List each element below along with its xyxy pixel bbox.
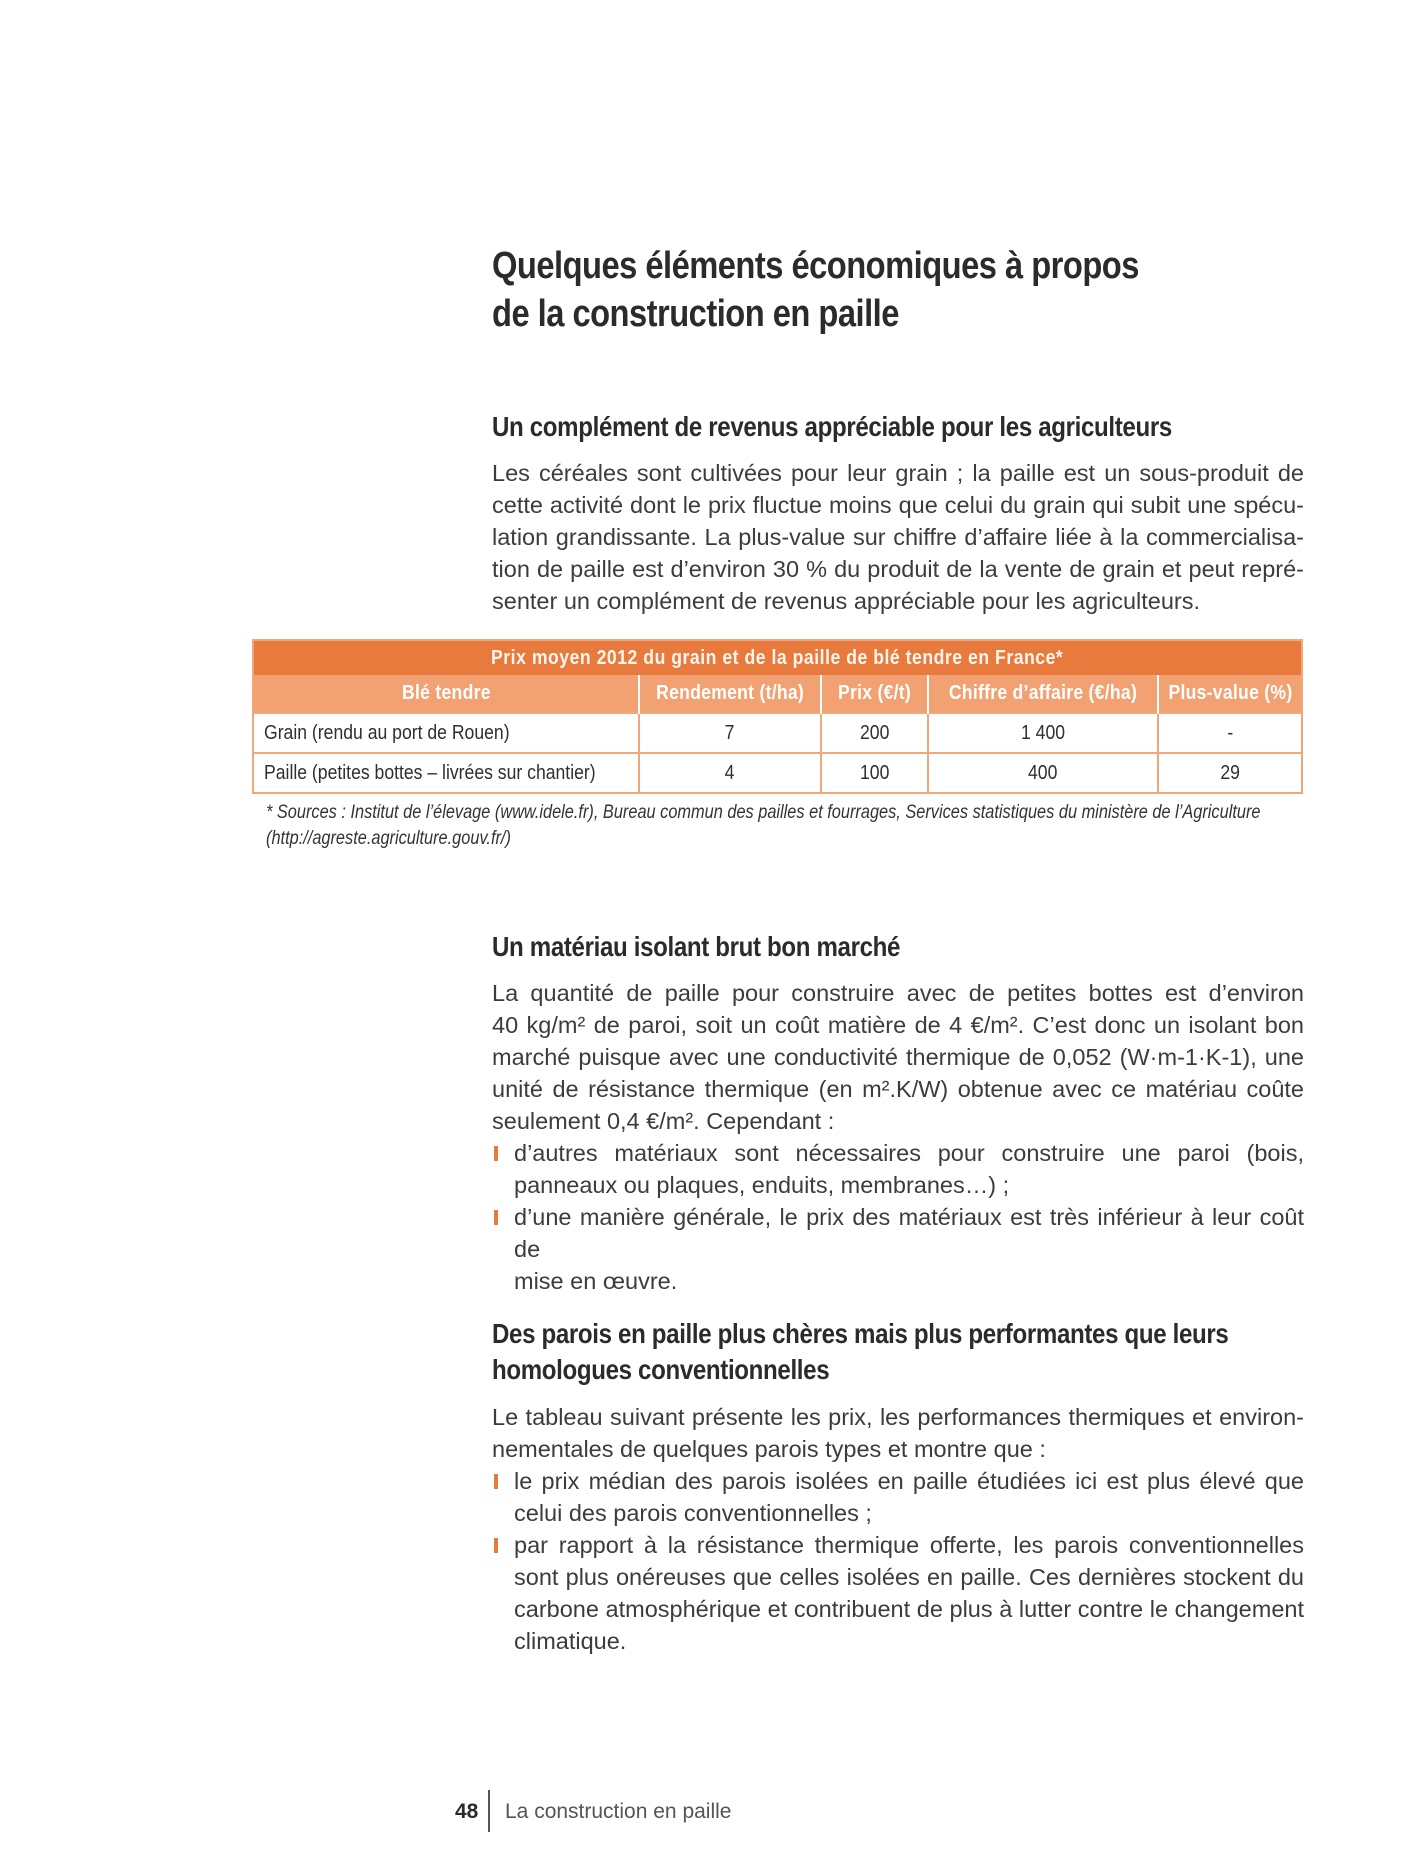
table-cell [1158, 753, 1302, 793]
footnote-line: * Sources : Institut de l’élevage (www.idele.fr), Bureau commun des pailles et fourrages, Services statistiques du ministère de l’Agriculture [266, 802, 1261, 823]
section3-paragraph [492, 1401, 1304, 1657]
bullet-icon [494, 1210, 498, 1225]
section2-heading: Un matériau isolant brut bon marché [492, 931, 901, 962]
section3-bullet-list [492, 1465, 1304, 1657]
bullet-line: d’autres matériaux sont nécessaires pour construire une paroi (bois, [514, 1140, 1304, 1166]
table-caption-row [253, 640, 1302, 675]
column-header-text: Blé tendre [401, 682, 491, 704]
cell-text: 200 [859, 721, 890, 744]
section2-line: marché puisque avec une conductivité thermique de 0,052 (W·m-1·K-1), une [492, 1044, 1304, 1070]
cell-text: 1 400 [1020, 721, 1066, 744]
bullet-line: climatique. [514, 1628, 627, 1654]
column-header [253, 675, 639, 713]
table-cell [639, 753, 821, 793]
section2-line: seulement 0,4 €/m². Cependant : [492, 1108, 835, 1134]
bullet-icon [494, 1474, 498, 1489]
cell-text: 4 [725, 761, 735, 784]
table-cell [253, 753, 639, 793]
footer-divider [488, 1790, 490, 1832]
bullet-line: sont plus onéreuses que celles isolées en paille. Ces dernières stockent du [514, 1564, 1304, 1590]
column-header [928, 675, 1158, 713]
cell-text: 7 [725, 721, 735, 744]
page-title [492, 242, 1146, 338]
list-item [492, 1465, 1304, 1529]
bullet-line: mise en œuvre. [514, 1268, 678, 1294]
price-table-wrapper [252, 639, 1301, 794]
list-item [492, 1529, 1304, 1657]
section1-heading: Un complément de revenus appréciable pour les agriculteurs [492, 411, 1172, 442]
bullet-line: le prix médian des parois isolées en paille étudiées ici est plus élevé que [514, 1468, 1304, 1494]
table-row [253, 753, 1302, 793]
section2-paragraph [492, 977, 1304, 1297]
page-number: 48 [455, 1800, 479, 1823]
list-item [492, 1201, 1304, 1297]
section3-heading-line: Des parois en paille plus chères mais plus performantes que leurs [492, 1318, 1229, 1349]
table-caption [253, 640, 1302, 675]
section1-line: senter un complément de revenus appréciable pour les agriculteurs. [492, 588, 1201, 614]
bullet-icon [494, 1146, 498, 1161]
cell-text: 400 [1028, 761, 1058, 784]
table-cell [928, 753, 1158, 793]
table-row [253, 713, 1302, 753]
table-footnote [266, 800, 1261, 852]
section1-line: lation grandissante. La plus-value sur chiffre d’affaire liée à la commercialisa- [492, 524, 1304, 550]
cell-text: Grain (rendu au port de Rouen) [264, 721, 510, 744]
column-header-text: Plus-value (%) [1168, 682, 1293, 704]
table-cell [821, 713, 928, 753]
bullet-line: par rapport à la résistance thermique offerte, les parois conventionnelles [514, 1532, 1304, 1558]
page-title-line-2: de la construction en paille [492, 293, 899, 335]
cell-text: 29 [1220, 761, 1240, 784]
section1-line: cette activité dont le prix fluctue moins que celui du grain qui subit une spécu- [492, 492, 1304, 518]
section2-bullet-list [492, 1137, 1304, 1297]
bullet-line: panneaux ou plaques, enduits, membranes…) ; [514, 1172, 1010, 1198]
bullet-icon [494, 1538, 498, 1553]
price-table [252, 639, 1303, 794]
table-cell [1158, 713, 1302, 753]
section1-line: Les céréales sont cultivées pour leur grain ; la paille est un sous-produit de [492, 460, 1304, 486]
column-header [821, 675, 928, 713]
section3-heading [492, 1316, 1266, 1388]
column-header [1158, 675, 1302, 713]
page-title-line-1: Quelques éléments économiques à propos [492, 245, 1139, 287]
table-cell [639, 713, 821, 753]
list-item [492, 1137, 1304, 1201]
table-caption-text: Prix moyen 2012 du grain et de la paille de blé tendre en France* [491, 646, 1064, 669]
section3-line: Le tableau suivant présente les prix, les performances thermiques et environ- [492, 1404, 1304, 1430]
cell-text: 100 [859, 761, 890, 784]
column-header-text: Rendement (t/ha) [656, 682, 804, 704]
bullet-line: celui des parois conventionnelles ; [514, 1500, 872, 1526]
section3-heading-line: homologues conventionnelles [492, 1354, 830, 1385]
section2-line: La quantité de paille pour construire avec de petites bottes est d’environ [492, 980, 1304, 1006]
cell-text: - [1227, 721, 1233, 744]
column-header-text: Prix (€/t) [837, 682, 912, 704]
section1-paragraph [492, 457, 1304, 617]
column-header [639, 675, 821, 713]
column-header-text: Chiffre d’affaire (€/ha) [948, 682, 1138, 704]
cell-text: Paille (petites bottes – livrées sur chantier) [264, 761, 596, 784]
running-title: La construction en paille [505, 1800, 732, 1823]
bullet-line: carbone atmosphérique et contribuent de plus à lutter contre le changement [514, 1596, 1304, 1622]
section1-line: tion de paille est d’environ 30 % du produit de la vente de grain et peut repré- [492, 556, 1304, 582]
section2-line: 40 kg/m² de paroi, soit un coût matière de 4 €/m². C’est donc un isolant bon [492, 1012, 1304, 1038]
section3-line: nementales de quelques parois types et montre que : [492, 1436, 1046, 1462]
table-cell [928, 713, 1158, 753]
table-header-row [253, 675, 1302, 713]
footnote-line: (http://agreste.agriculture.gouv.fr/) [266, 828, 511, 849]
table-cell [821, 753, 928, 793]
bullet-line: d’une manière générale, le prix des matériaux est très inférieur à leur coût de [514, 1204, 1304, 1262]
section2-line: unité de résistance thermique (en m².K/W) obtenue avec ce matériau coûte [492, 1076, 1304, 1102]
table-cell [253, 713, 639, 753]
